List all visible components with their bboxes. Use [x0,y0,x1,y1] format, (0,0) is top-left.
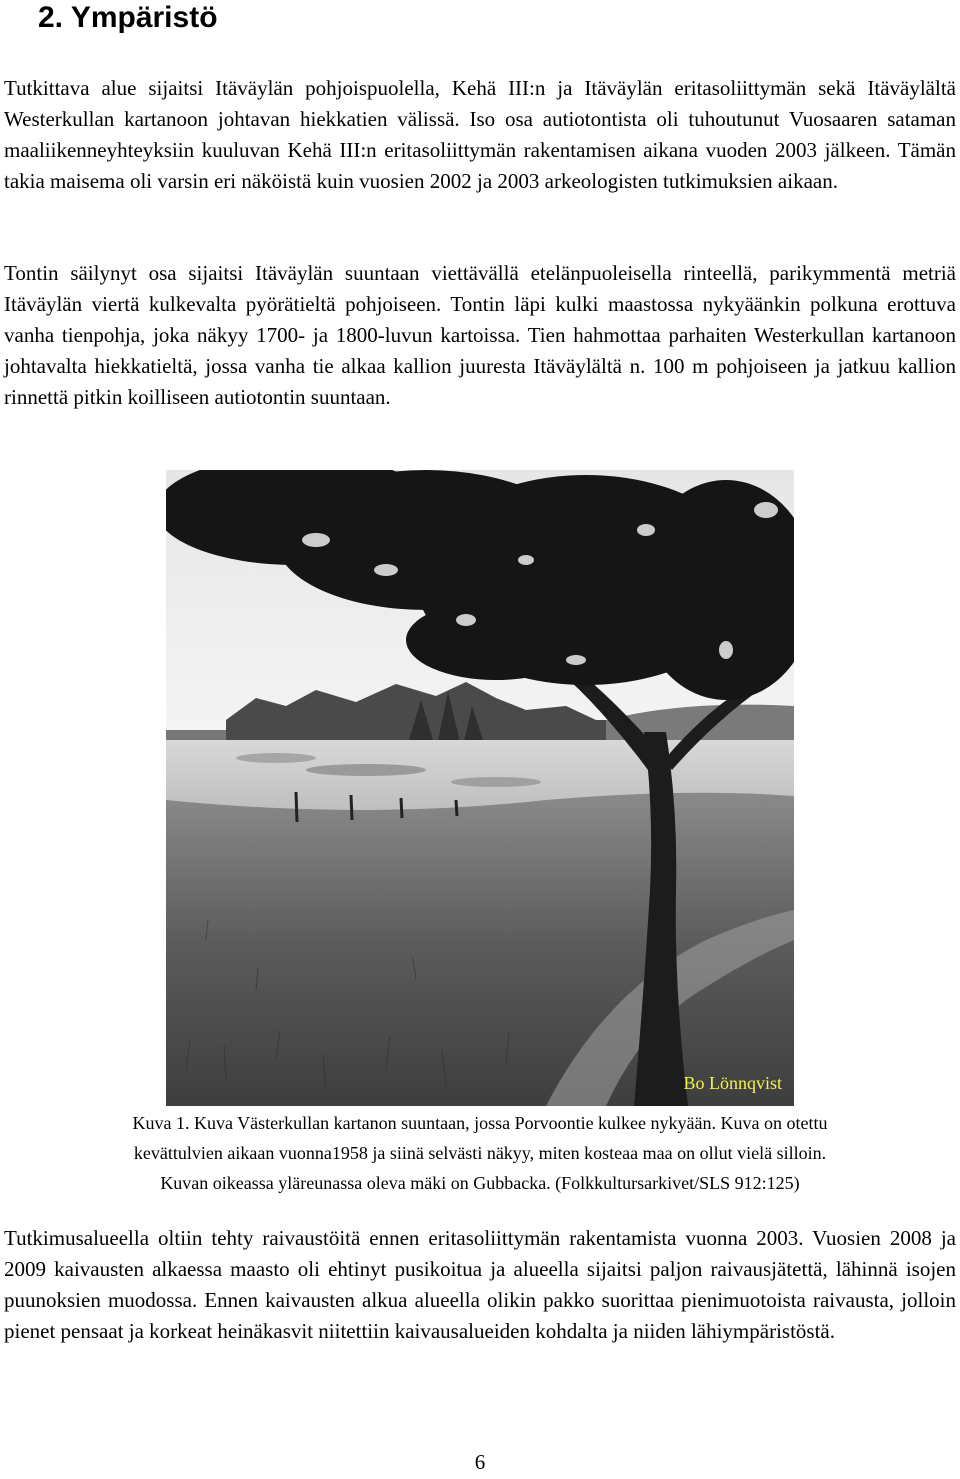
caption-line: Kuva 1. Kuva Västerkullan kartanon suuntaan, jossa Porvoontie kulkee nykyään. Kuva on otettu [132,1113,828,1133]
landscape-photo [166,470,794,1106]
photo-credit: Bo Lönnqvist [683,1073,782,1093]
photo-illustration [166,470,794,1106]
caption-line: kevättulvien aikaan vuonna1958 ja siinä selvästi näkyy, miten kosteaa maa on ollut vielä silloin. [133,1143,827,1163]
caption-line: Kuvan oikeassa yläreunassa oleva mäki on Gubbacka. (Folkkultursarkivet/SLS 912:125) [160,1173,800,1193]
paragraph-2: Tontin säilynyt osa sijaitsi Itäväylän suuntaan viettävällä etelänpuoleisella rinteellä, parikymmentä metriä Itäväylän viertä kulkevalta pyörätieltä pohjoiseen. Tontin läpi kulki maastossa nykyäänkin polkuna erottuva vanha tienpohja, joka näkyy 1700- ja 1800-luvun kartoissa. Tien hahmottaa parhaiten Westerkullan kartanoon johtavalta hiekkatieltä, jossa vanha tie alkaa kallion juuresta Itäväylältä n. 100 m pohjoiseen ja jatkuu kallion rinnettä pitkin koilliseen autiotontin suuntaan. [4,261,956,409]
figure-caption [12,1108,948,1198]
page-number: 6 [474,1450,486,1474]
paragraph-1: Tutkittava alue sijaitsi Itäväylän pohjoispuolella, Kehä III:n ja Itäväylän eritasoliittymän sekä Itäväylältä Westerkullan kartanoon johtavan hiekkatien välissä. Iso osa autiotontista oli tuhoutunut Vuosaaren sataman maaliikenneyhteyksiin kuuluvan Kehä III:n eritasoliittymän rakentamisen aikana vuoden 2003 jälkeen. Tämän takia maisema oli varsin eri näköistä kuin vuosien 2002 ja 2003 arkeologisten tutkimuksien aikaan. [4,76,956,193]
section-title: 2. Ympäristö [38,1,218,34]
paragraph-3: Tutkimusalueella oltiin tehty raivaustöitä ennen eritasoliittymän rakentamista vuonna 2003. Vuosien 2008 ja 2009 kaivausten alkaessa maasto oli ehtinyt pusikoitua ja alueella sijaitsi paljon raivausjätettä, lähinnä isojen puunoksien muodossa. Ennen kaivausten alkua alueella olikin pakko suorittaa pienimuotoista raivausta, jolloin pienet pensaat ja korkeat heinäkasvit niitettiin kaivausalueiden kohdalta ja niiden lähiympäristöstä. [4,1226,956,1343]
